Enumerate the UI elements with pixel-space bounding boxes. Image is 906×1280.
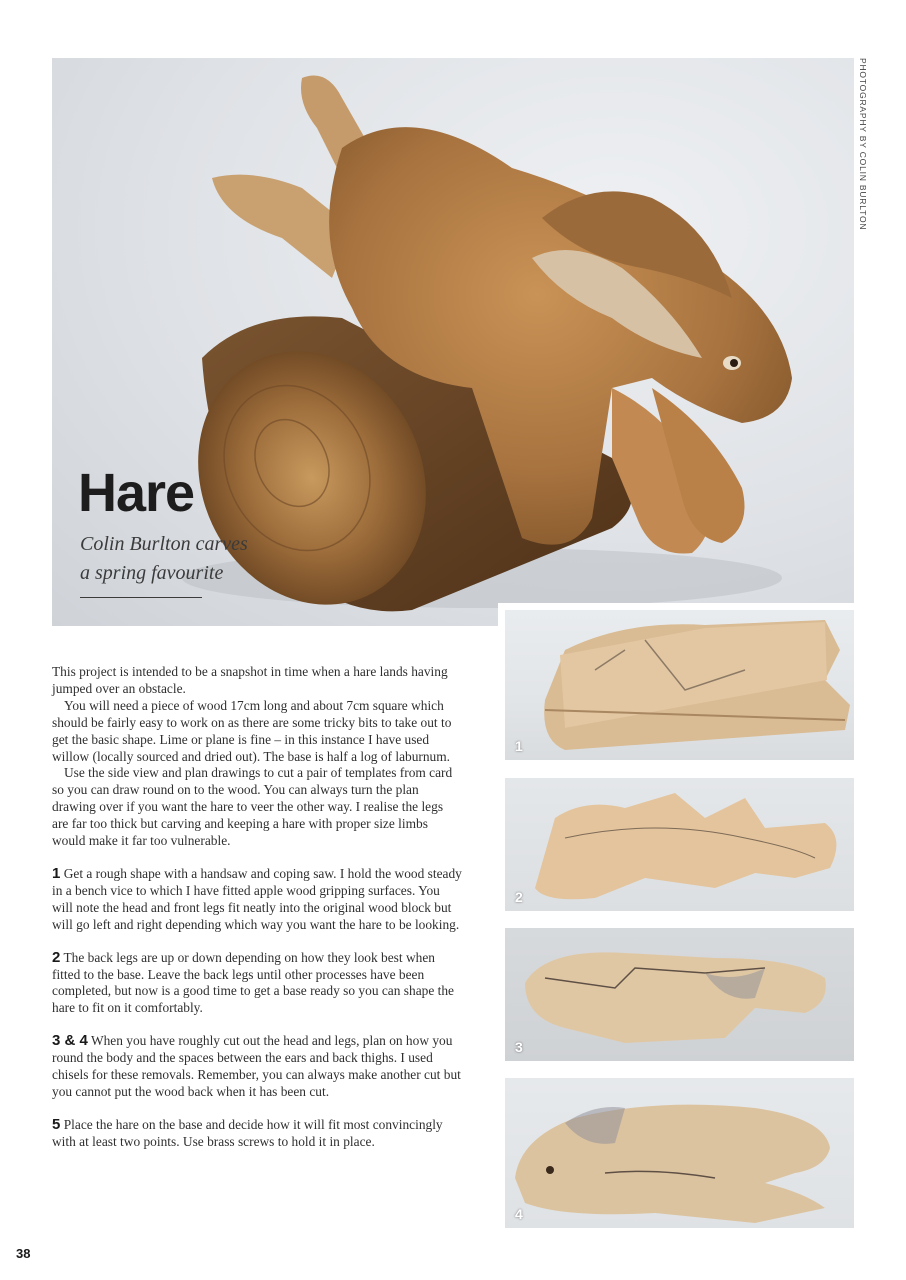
rough-carving-illustration — [505, 928, 854, 1061]
step-number: 2 — [52, 948, 61, 966]
shaped-hare-illustration — [505, 1078, 854, 1228]
step-text: When you have roughly cut out the head and legs, plan on how you round the body and the spaces between the ears and back thighs. I used chisels for these removals. Remember, you can always make another cut but you cannot put the wood back when it has been cut. — [52, 1033, 461, 1099]
step-text: The back legs are up or down depending on how they look best when fitted to the base. Leave the back legs until other processes have been completed, but now is a good time to get a base ready so you can shape the hare to fit on it comfortably. — [52, 949, 454, 1016]
photo-number: 2 — [515, 889, 523, 905]
page-number: 38 — [16, 1246, 31, 1261]
article-title: Hare — [78, 463, 195, 523]
step-photo-4 — [505, 1078, 854, 1228]
step-2 — [52, 950, 462, 1018]
photo-number: 4 — [515, 1206, 523, 1222]
hare-cutout-illustration — [505, 778, 854, 911]
wood-block-illustration — [505, 610, 854, 760]
step-3-4 — [52, 1033, 462, 1101]
intro-paragraph-1: This project is intended to be a snapshot in time when a hare lands having jumped over an obstacle. — [52, 664, 448, 696]
subtitle-line-2: a spring favourite — [80, 562, 224, 584]
intro-paragraph-3: Use the side view and plan drawings to cut a pair of templates from card so you can draw round on to the wood. You can always turn the plan drawing over if you want the hare to veer the other way. I realise the legs are far too thick but carving and keeping a hare with proper size limbs would make it far too vulnerable. — [52, 765, 453, 849]
photo-number: 1 — [515, 738, 523, 754]
step-text: Place the hare on the base and decide how it will fit most convincingly with at least two points. Use brass screws to hold it in place. — [52, 1116, 443, 1149]
subtitle-line-1: Colin Burlton carves — [80, 533, 248, 555]
step-number: 3 & 4 — [52, 1032, 88, 1050]
photo-credit: PHOTOGRAPHY BY COLIN BURLTON — [858, 58, 868, 231]
step-photo-3 — [505, 928, 854, 1061]
step-photo-1 — [505, 610, 854, 760]
photo-number: 3 — [515, 1039, 523, 1055]
step-number: 5 — [52, 1115, 61, 1133]
step-photo-2 — [505, 778, 854, 911]
step-text: Get a rough shape with a handsaw and coping saw. I hold the wood steady in a bench vice to which I have fitted apple wood gripping surfaces. You will note the head and front legs fit neatly into the original wood block but will go left and right depending which way you want the hare to be looking. — [52, 865, 462, 932]
article-subtitle — [80, 530, 320, 588]
step-number: 1 — [52, 864, 61, 882]
article-body — [52, 664, 462, 1151]
subtitle-rule — [80, 597, 202, 598]
intro-paragraph-2: You will need a piece of wood 17cm long and about 7cm square which should be fairly easy to work on as there are some tricky bits to take out to get the basic shape. Lime or plane is fine – in this instance I have used willow (locally sourced and dried out). The base is half a log of laburnum. — [52, 697, 452, 764]
step-1 — [52, 866, 462, 934]
step-5 — [52, 1117, 462, 1151]
